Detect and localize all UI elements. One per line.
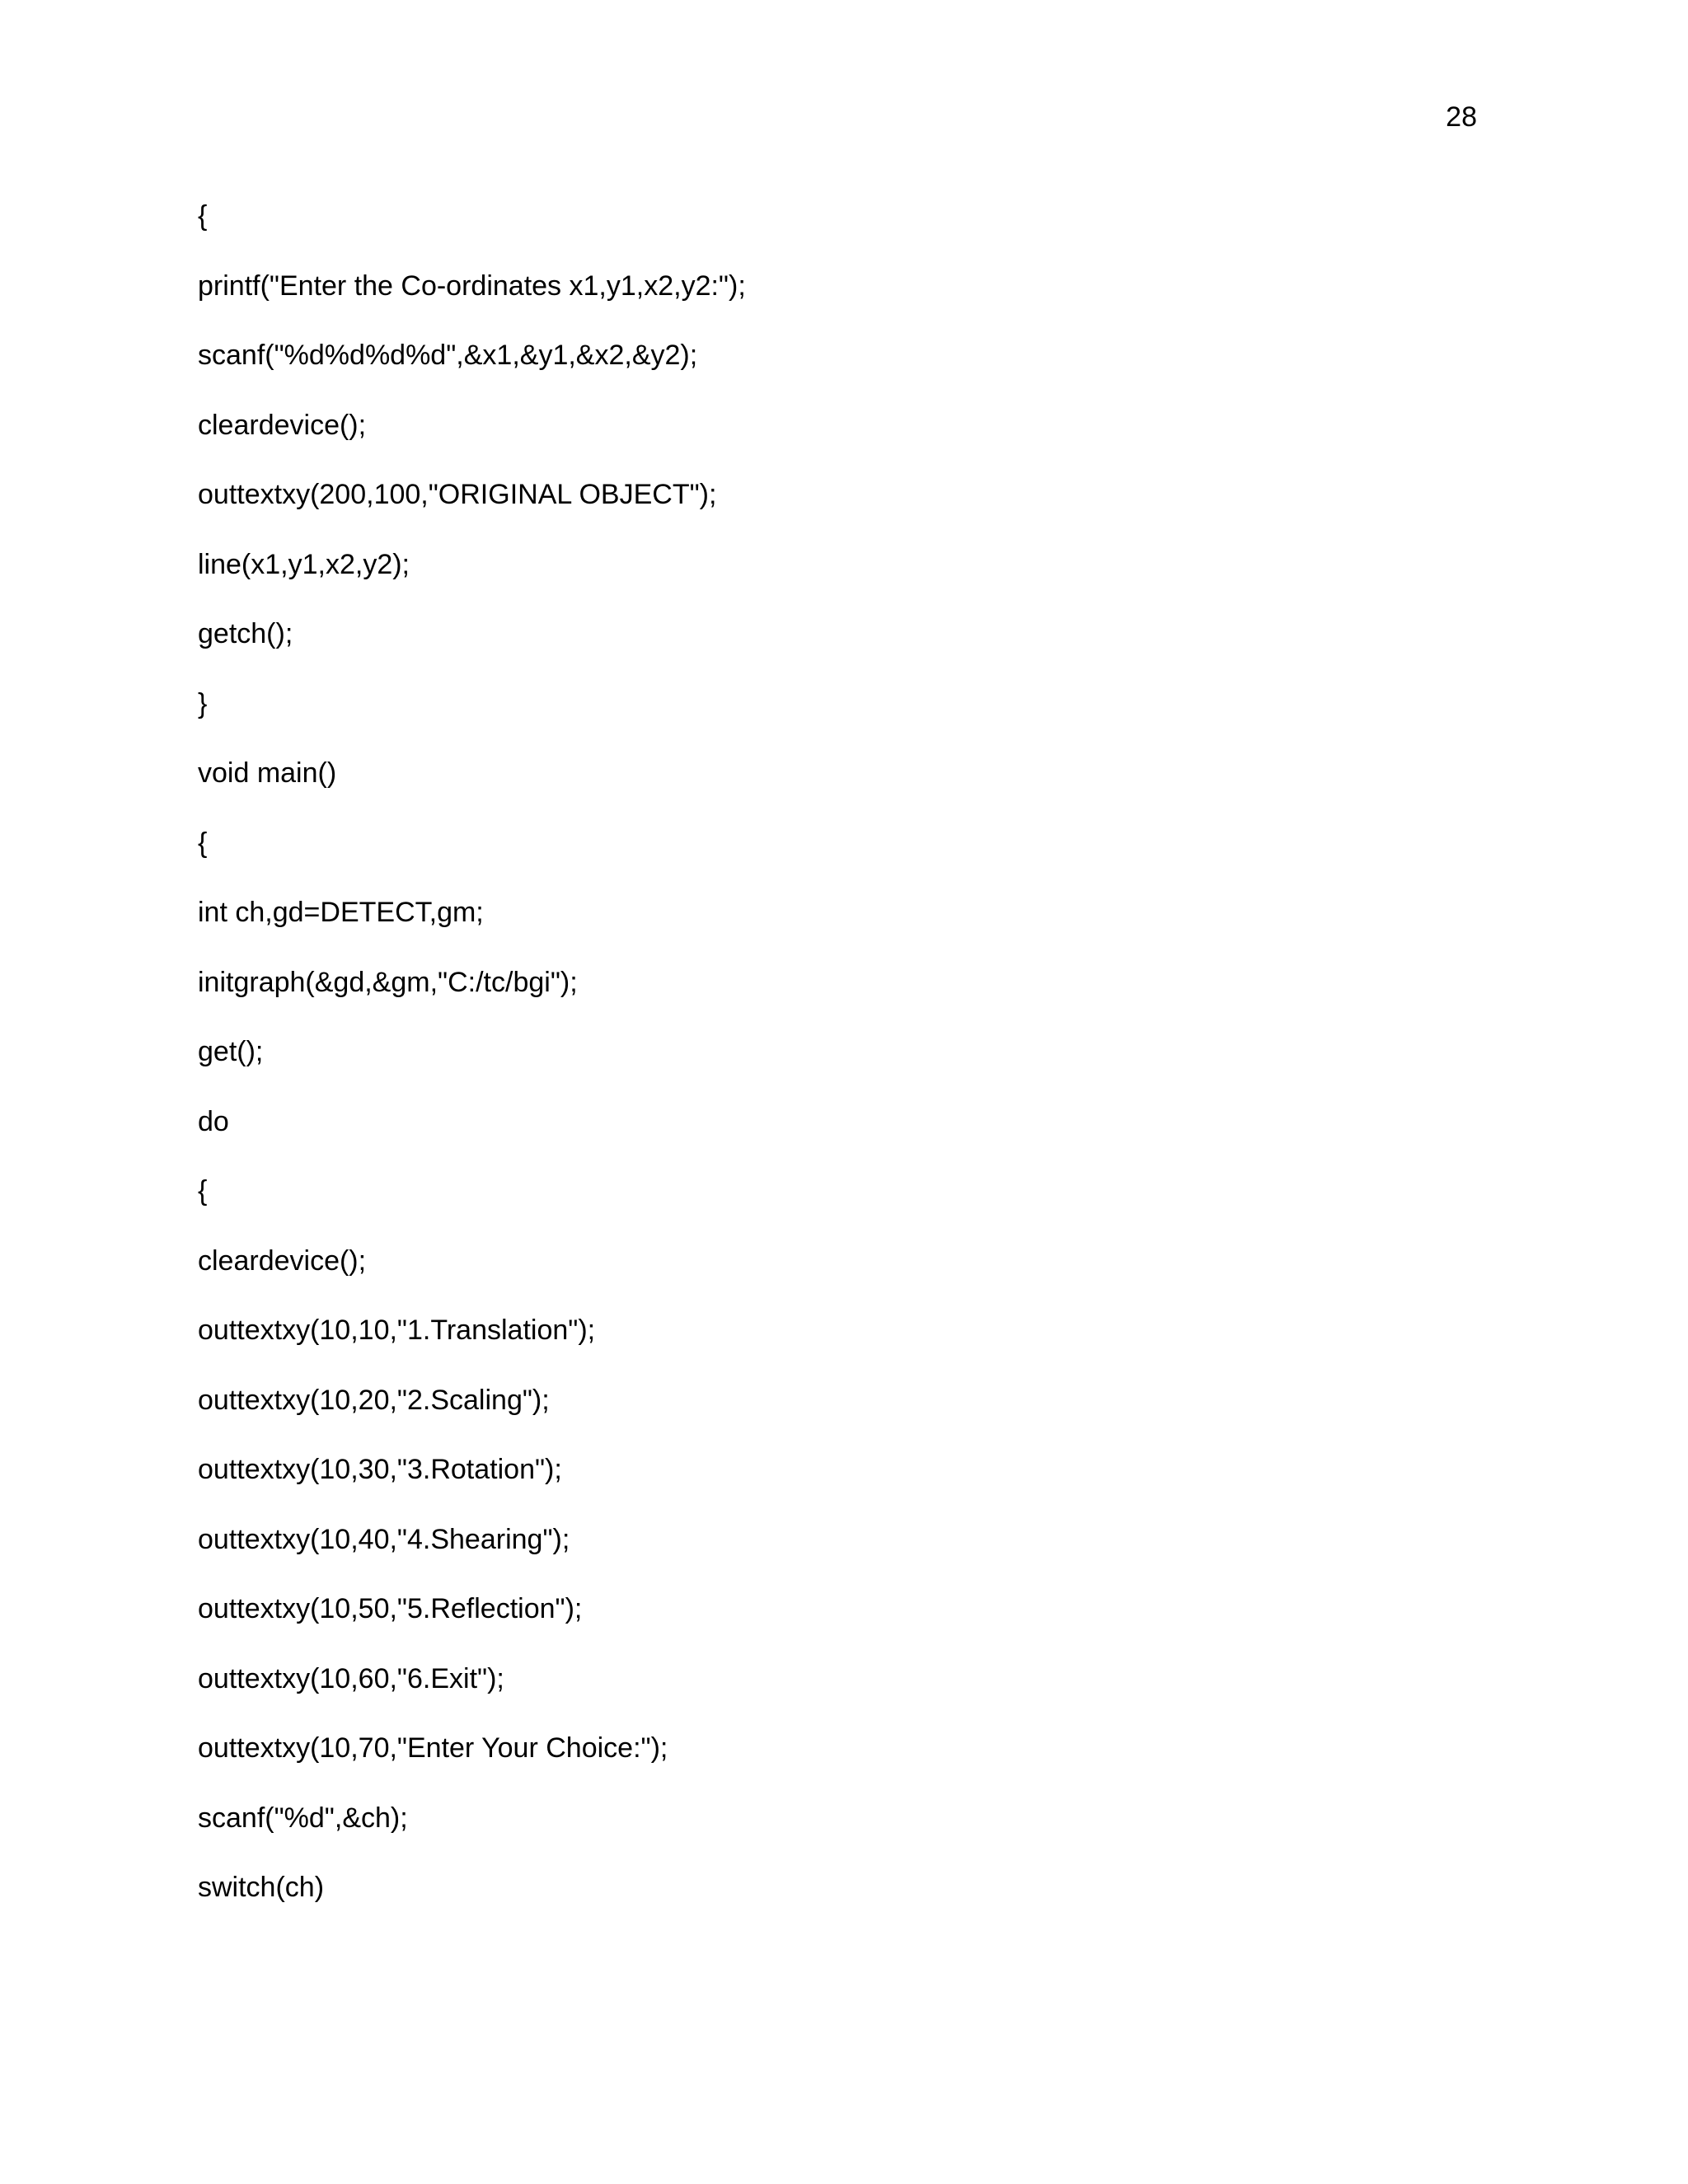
- code-line: scanf("%d%d%d%d",&x1,&y1,&x2,&y2);: [198, 340, 698, 371]
- code-line: printf("Enter the Co-ordinates x1,y1,x2,y2:");: [198, 269, 746, 302]
- code-line: }: [198, 687, 208, 719]
- code-line: {: [198, 1175, 208, 1207]
- code-line: outtextxy(200,100,"ORIGINAL OBJECT");: [198, 479, 717, 510]
- code-line: outtextxy(10,60,"6.Exit");: [198, 1662, 504, 1694]
- page-number: 28: [1446, 101, 1477, 133]
- code-line: scanf("%d",&ch);: [198, 1802, 408, 1834]
- code-line: outtextxy(10,30,"3.Rotation");: [198, 1454, 562, 1485]
- code-line: switch(ch): [198, 1872, 325, 1903]
- code-line: void main(): [198, 757, 337, 789]
- code-line: outtextxy(10,50,"5.Reflection");: [198, 1593, 583, 1624]
- code-line: outtextxy(10,10,"1.Translation");: [198, 1315, 596, 1346]
- code-line: cleardevice();: [198, 1244, 367, 1277]
- code-line: do: [198, 1105, 229, 1137]
- code-line: outtextxy(10,40,"4.Shearing");: [198, 1523, 570, 1555]
- code-line: getch();: [198, 618, 293, 649]
- code-line: cleardevice();: [198, 409, 367, 441]
- code-line: int ch,gd=DETECT,gm;: [198, 897, 484, 928]
- code-line: outtextxy(10,20,"2.Scaling");: [198, 1384, 550, 1416]
- code-line: get();: [198, 1036, 264, 1067]
- code-line: line(x1,y1,x2,y2);: [198, 548, 410, 580]
- code-line: {: [198, 827, 208, 859]
- code-line: initgraph(&gd,&gm,"C:/tc/bgi");: [198, 966, 578, 998]
- code-listing: [198, 196, 1484, 1938]
- code-line: {: [198, 200, 208, 232]
- code-line: outtextxy(10,70,"Enter Your Choice:");: [198, 1732, 668, 1764]
